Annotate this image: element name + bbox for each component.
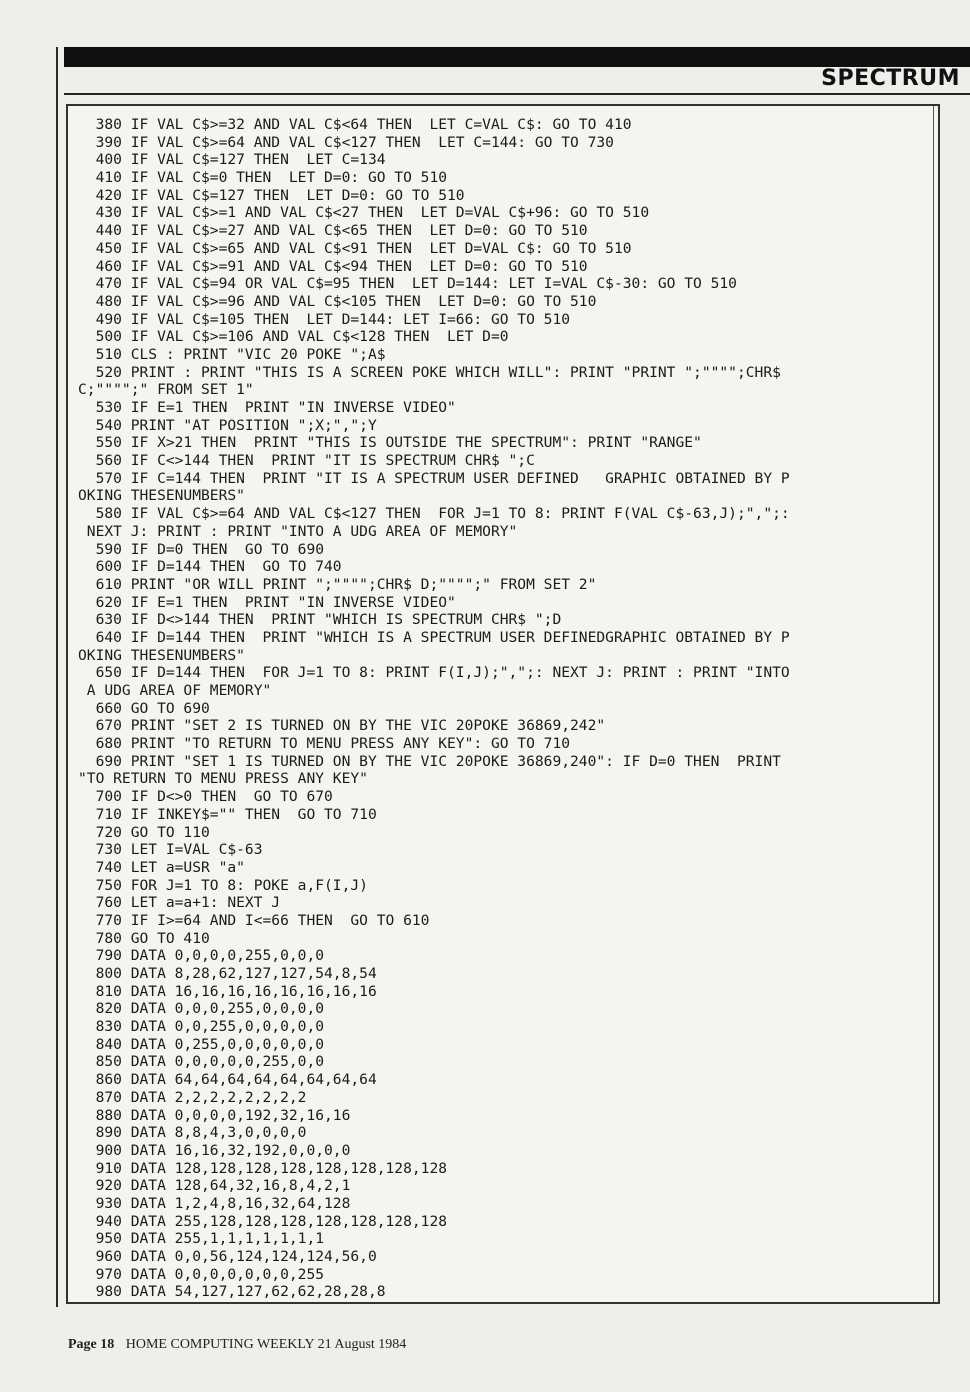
- code-line: 620 IF E=1 THEN PRINT "IN INVERSE VIDEO": [78, 593, 456, 611]
- code-line: OKING THESENUMBERS": [78, 646, 245, 664]
- code-line: "TO RETURN TO MENU PRESS ANY KEY": [78, 770, 368, 788]
- code-line: 430 IF VAL C$>=1 AND VAL C$<27 THEN LET D=VAL C$+96: GO TO 510: [78, 204, 650, 222]
- code-line: 960 DATA 0,0,56,124,124,124,56,0: [78, 1248, 377, 1265]
- code-line: 880 DATA 0,0,0,0,192,32,16,16: [78, 1106, 351, 1124]
- code-line: 740 LET a=USR "a": [78, 858, 245, 876]
- section-label: SPECTRUM: [821, 66, 960, 91]
- code-line: 770 IF I>=64 AND I<=66 THEN GO TO 610: [78, 911, 430, 929]
- code-line: 390 IF VAL C$>=64 AND VAL C$<127 THEN LET C=144: GO TO 730: [78, 133, 614, 151]
- code-line: 710 IF INKEY$="" THEN GO TO 710: [78, 805, 377, 823]
- code-line: 950 DATA 255,1,1,1,1,1,1,1: [78, 1230, 325, 1248]
- code-line: 640 IF D=144 THEN PRINT "WHICH IS A SPECTRUM USER DEFINEDGRAPHIC OBTAINED BY P: [78, 628, 790, 646]
- code-line: 690 PRINT "SET 1 IS TURNED ON BY THE VIC 20POKE 36869,240": IF D=0 THEN PRINT: [78, 752, 781, 770]
- code-line: 410 IF VAL C$=0 THEN LET D=0: GO TO 510: [78, 169, 448, 187]
- code-line: 910 DATA 128,128,128,128,128,128,128,128: [78, 1159, 448, 1177]
- code-line: 800 DATA 8,28,62,127,127,54,8,54: [78, 965, 377, 982]
- page-footer: [68, 1337, 406, 1353]
- code-line: 700 IF D<>0 THEN GO TO 670: [78, 788, 333, 806]
- code-line: 520 PRINT : PRINT "THIS IS A SCREEN POKE WHICH WILL": PRINT "PRINT ";"""";CHR$: [78, 363, 781, 381]
- code-line: 970 DATA 0,0,0,0,0,0,0,255: [78, 1265, 325, 1283]
- code-line: 890 DATA 8,8,4,3,0,0,0,0: [78, 1124, 307, 1142]
- code-line: 460 IF VAL C$>=91 AND VAL C$<94 THEN LET D=0: GO TO 510: [78, 257, 588, 275]
- code-line: 560 IF C<>144 THEN PRINT "IT IS SPECTRUM CHR$ ";C: [78, 452, 535, 470]
- code-line: 420 IF VAL C$=127 THEN LET D=0: GO TO 510: [78, 186, 465, 204]
- code-line: 850 DATA 0,0,0,0,0,255,0,0: [78, 1053, 325, 1071]
- program-listing: [78, 116, 928, 1301]
- code-line: 930 DATA 1,2,4,8,16,32,64,128: [78, 1194, 351, 1212]
- code-line: 750 FOR J=1 TO 8: POKE a,F(I,J): [78, 876, 368, 894]
- code-line: 760 LET a=a+1: NEXT J: [78, 894, 281, 912]
- program-listing-box: [66, 104, 940, 1304]
- code-line: NEXT J: PRINT : PRINT "INTO A UDG AREA OF MEMORY": [78, 522, 518, 540]
- code-line: 580 IF VAL C$>=64 AND VAL C$<127 THEN FOR J=1 TO 8: PRINT F(VAL C$-63,J);",";:: [78, 505, 790, 523]
- code-line: 810 DATA 16,16,16,16,16,16,16,16: [78, 982, 377, 1000]
- code-line: 550 IF X>21 THEN PRINT "THIS IS OUTSIDE THE SPECTRUM": PRINT "RANGE": [78, 434, 702, 452]
- code-line: 820 DATA 0,0,0,255,0,0,0,0: [78, 1000, 325, 1018]
- code-line: 830 DATA 0,0,255,0,0,0,0,0: [78, 1018, 325, 1036]
- code-line: 590 IF D=0 THEN GO TO 690: [78, 540, 325, 558]
- code-line: 610 PRINT "OR WILL PRINT ";"""";CHR$ D;"""";" FROM SET 2": [78, 575, 597, 593]
- code-line: 790 DATA 0,0,0,0,255,0,0,0: [78, 947, 325, 965]
- page-number: Page 18: [68, 1337, 115, 1352]
- code-line: 980 DATA 54,127,127,62,62,28,28,8: [78, 1283, 386, 1301]
- code-line: 400 IF VAL C$=127 THEN LET C=134: [78, 151, 386, 169]
- code-line: 490 IF VAL C$=105 THEN LET D=144: LET I=66: GO TO 510: [78, 310, 571, 328]
- code-line: 500 IF VAL C$>=106 AND VAL C$<128 THEN LET D=0: [78, 328, 509, 346]
- code-line: 530 IF E=1 THEN PRINT "IN INVERSE VIDEO": [78, 399, 456, 416]
- code-line: 380 IF VAL C$>=32 AND VAL C$<64 THEN LET C=VAL C$: GO TO 410: [78, 116, 632, 133]
- code-line: 730 LET I=VAL C$-63: [78, 841, 263, 859]
- code-line: 860 DATA 64,64,64,64,64,64,64,64: [78, 1071, 377, 1089]
- code-line: 470 IF VAL C$=94 OR VAL C$=95 THEN LET D=144: LET I=VAL C$-30: GO TO 510: [78, 275, 737, 293]
- code-line: A UDG AREA OF MEMORY": [78, 682, 272, 699]
- code-line: 680 PRINT "TO RETURN TO MENU PRESS ANY KEY": GO TO 710: [78, 735, 571, 753]
- code-line: 650 IF D=144 THEN FOR J=1 TO 8: PRINT F(I,J);",";: NEXT J: PRINT : PRINT "INTO: [78, 664, 790, 682]
- left-margin-rule: [56, 47, 58, 1307]
- code-line: 510 CLS : PRINT "VIC 20 POKE ";A$: [78, 345, 386, 363]
- code-line: 480 IF VAL C$>=96 AND VAL C$<105 THEN LET D=0: GO TO 510: [78, 292, 597, 310]
- code-line: 600 IF D=144 THEN GO TO 740: [78, 558, 342, 576]
- code-line: 630 IF D<>144 THEN PRINT "WHICH IS SPECTRUM CHR$ ";D: [78, 611, 562, 629]
- code-line: 570 IF C=144 THEN PRINT "IT IS A SPECTRUM USER DEFINED GRAPHIC OBTAINED BY P: [78, 469, 790, 487]
- code-line: 940 DATA 255,128,128,128,128,128,128,128: [78, 1212, 448, 1230]
- code-line: 720 GO TO 110: [78, 823, 210, 841]
- code-line: 440 IF VAL C$>=27 AND VAL C$<65 THEN LET D=0: GO TO 510: [78, 222, 588, 240]
- code-line: 780 GO TO 410: [78, 929, 210, 947]
- code-line: 670 PRINT "SET 2 IS TURNED ON BY THE VIC 20POKE 36869,242": [78, 717, 606, 735]
- code-line: C;"""";" FROM SET 1": [78, 381, 254, 399]
- code-line: 840 DATA 0,255,0,0,0,0,0,0: [78, 1035, 325, 1053]
- code-line: 540 PRINT "AT POSITION ";X;",";Y: [78, 416, 377, 434]
- code-line: 870 DATA 2,2,2,2,2,2,2,2: [78, 1088, 307, 1106]
- section-header-bar: [64, 47, 970, 67]
- header-divider: [64, 93, 970, 95]
- code-line: 900 DATA 16,16,32,192,0,0,0,0: [78, 1141, 351, 1159]
- code-line: 660 GO TO 690: [78, 699, 210, 717]
- code-line: OKING THESENUMBERS": [78, 487, 245, 505]
- publication-info: HOME COMPUTING WEEKLY 21 August 1984: [125, 1337, 407, 1352]
- code-line: 450 IF VAL C$>=65 AND VAL C$<91 THEN LET D=VAL C$: GO TO 510: [78, 239, 632, 257]
- listing-border-rule: [933, 106, 934, 1302]
- code-line: 920 DATA 128,64,32,16,8,4,2,1: [78, 1177, 351, 1195]
